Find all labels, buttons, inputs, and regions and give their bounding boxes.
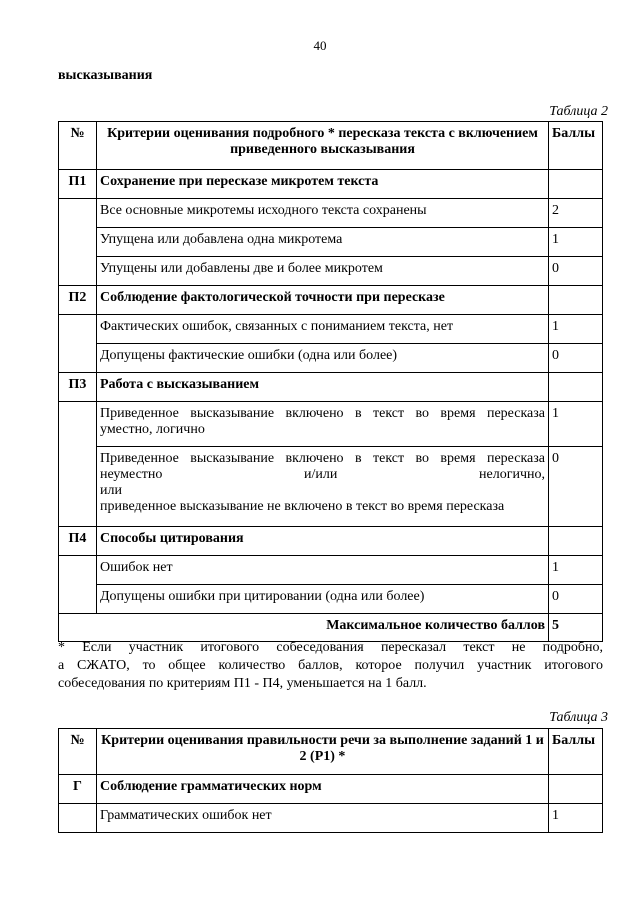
row-text: Все основные микротемы исходного текста сохранены	[97, 199, 549, 228]
header-score: Баллы	[549, 729, 603, 775]
row-score: 1	[549, 315, 603, 344]
table-row	[59, 199, 603, 228]
row-text-multiline	[97, 447, 549, 527]
footnote	[58, 639, 603, 693]
table-2-retelling-criteria	[58, 121, 603, 642]
footnote-line: а СЖАТО, то общее количество баллов, которое получил участник итогового	[58, 658, 603, 673]
table-2-caption: Таблица 2	[549, 104, 608, 119]
table-row	[59, 804, 603, 833]
criterion-code: П1	[59, 170, 97, 199]
table-row	[59, 315, 603, 344]
row-text: Фактических ошибок, связанных с пониманием текста, нет	[97, 315, 549, 344]
row-score: 0	[549, 585, 603, 614]
row-score: 1	[549, 804, 603, 833]
row-score: 0	[549, 344, 603, 373]
row-score: 1	[549, 402, 603, 447]
criterion-row	[59, 527, 603, 556]
criterion-title: Сохранение при пересказе микротем текста	[97, 170, 549, 199]
header-criteria: Критерии оценивания правильности речи за выполнение заданий 1 и 2 (Р1) *	[97, 729, 549, 775]
row-score: 0	[549, 447, 603, 527]
criterion-score-empty	[549, 286, 603, 315]
page-number: 40	[313, 38, 327, 53]
empty-code-cell	[59, 402, 97, 527]
row-text: Ошибок нет	[97, 556, 549, 585]
empty-code-cell	[59, 315, 97, 373]
row-text: Допущены ошибки при цитировании (одна или более)	[97, 585, 549, 614]
header-number: №	[59, 122, 97, 170]
table-row	[59, 402, 603, 447]
criterion-row	[59, 775, 603, 804]
row-text-line: приведенное высказывание не включено в текст во время пересказа	[100, 499, 505, 514]
criterion-title: Соблюдение грамматических норм	[97, 775, 549, 804]
header-score: Баллы	[549, 122, 603, 170]
criterion-row	[59, 373, 603, 402]
footnote-line: собеседования по критериям П1 - П4, уменьшается на 1 балл.	[58, 676, 427, 691]
row-text-line: Приведенное высказывание включено в текст во время пересказа неуместно и/или нелогично,	[100, 451, 545, 482]
row-score: 2	[549, 199, 603, 228]
criterion-code: Г	[59, 775, 97, 804]
row-text: Упущена или добавлена одна микротема	[97, 228, 549, 257]
table-3-caption: Таблица 3	[549, 710, 608, 725]
criterion-code: П3	[59, 373, 97, 402]
empty-code-cell	[59, 804, 97, 833]
total-row	[59, 614, 603, 642]
row-text: Упущены или добавлены две и более микротем	[97, 257, 549, 286]
table-row	[59, 228, 603, 257]
table-row	[59, 556, 603, 585]
criterion-score-empty	[549, 527, 603, 556]
criterion-row	[59, 170, 603, 199]
header-criteria: Критерии оценивания подробного * пересказа текста с включением приведенного высказывания	[97, 122, 549, 170]
criterion-title: Соблюдение фактологической точности при пересказе	[97, 286, 549, 315]
criterion-score-empty	[549, 373, 603, 402]
total-label: Максимальное количество баллов	[59, 614, 549, 642]
criterion-score-empty	[549, 170, 603, 199]
table-header-row	[59, 729, 603, 775]
row-score: 1	[549, 228, 603, 257]
table-3-speech-criteria	[58, 728, 603, 833]
continued-heading-word: высказывания	[58, 68, 153, 83]
empty-code-cell	[59, 199, 97, 286]
header-number: №	[59, 729, 97, 775]
row-text: Допущены фактические ошибки (одна или более)	[97, 344, 549, 373]
row-score: 0	[549, 257, 603, 286]
criterion-code: П4	[59, 527, 97, 556]
total-value: 5	[549, 614, 603, 642]
criterion-title: Работа с высказыванием	[97, 373, 549, 402]
table-row	[59, 344, 603, 373]
criterion-row	[59, 286, 603, 315]
row-text: Грамматических ошибок нет	[97, 804, 549, 833]
row-text: Приведенное высказывание включено в текст во время пересказа уместно, логично	[97, 402, 549, 447]
table-header-row	[59, 122, 603, 170]
table-row	[59, 585, 603, 614]
table-row	[59, 257, 603, 286]
row-text-line: или	[100, 483, 122, 498]
table-row	[59, 447, 603, 527]
criterion-title: Способы цитирования	[97, 527, 549, 556]
criterion-score-empty	[549, 775, 603, 804]
empty-code-cell	[59, 556, 97, 614]
footnote-line: * Если участник итогового собеседования пересказал текст не подробно,	[58, 640, 603, 655]
criterion-code: П2	[59, 286, 97, 315]
row-score: 1	[549, 556, 603, 585]
